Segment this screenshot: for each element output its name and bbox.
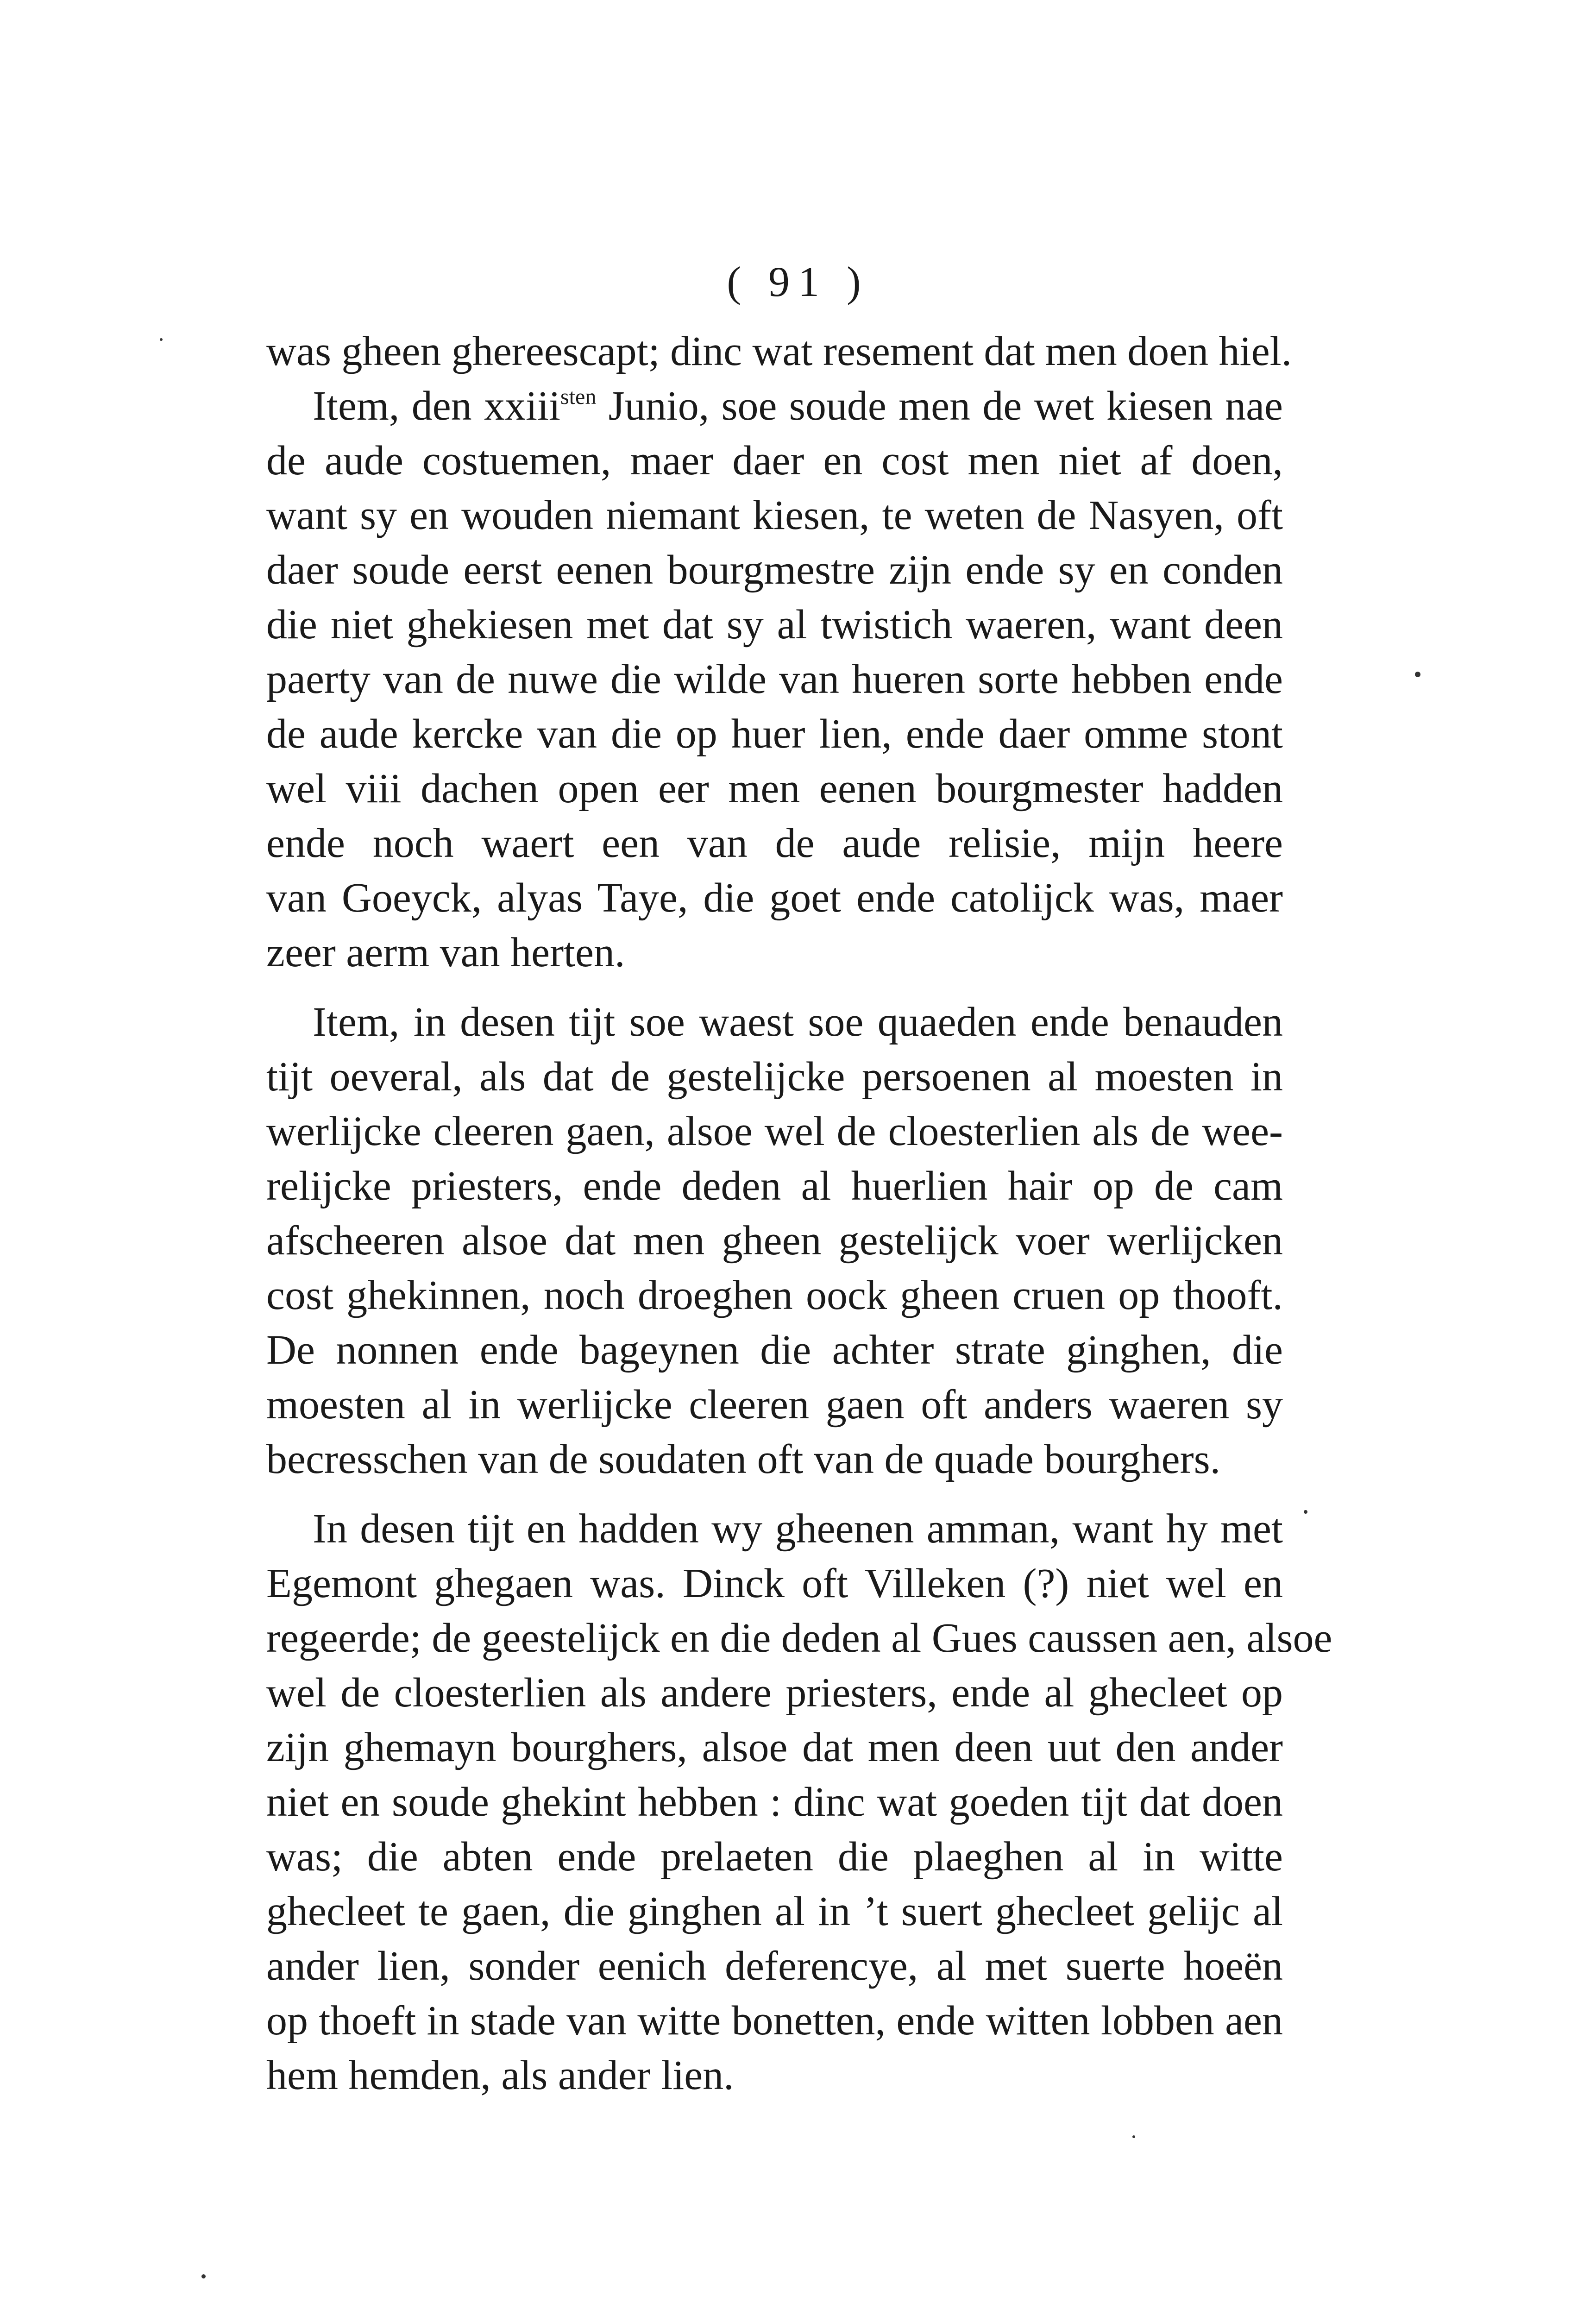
paragraph-1 (266, 324, 1292, 379)
text-line: hem hemden, als ander lien. (266, 2052, 734, 2098)
text-line (266, 379, 1283, 434)
text-line: wel viii dachen open eer men eenen bourgmester hadden (266, 766, 1283, 812)
text-line: afscheeren alsoe dat men gheen gestelijck voer werlijcken (266, 1218, 1283, 1264)
text-line: ende noch waert een van de aude relisie, mijn heere (266, 820, 1283, 866)
text-line: Egemont ghegaen was. Dinck oft Villeken (?) niet wel en (266, 1561, 1283, 1606)
print-speck (160, 338, 163, 341)
print-speck (1132, 2135, 1135, 2138)
print-speck (1304, 1510, 1307, 1514)
print-speck (1415, 672, 1420, 677)
text-line: zijn ghemayn bourghers, alsoe dat men deen uut den ander (266, 1724, 1283, 1770)
paragraph-4 (266, 1502, 1332, 2103)
text-line: relijcke priesters, ende deden al huerlien hair op de cam (266, 1163, 1283, 1209)
text-line: In desen tijt en hadden wy gheenen amman, want hy met (313, 1506, 1283, 1552)
text-line: die niet ghekiesen met dat sy al twistich waeren, want deen (266, 602, 1283, 648)
paragraph-2 (266, 379, 1283, 980)
print-speck (201, 2274, 206, 2278)
superscript: sten (560, 384, 597, 409)
page-number: ( 91 ) (727, 258, 869, 305)
text-line: de aude kercke van die op huer lien, ende daer omme stont (266, 711, 1283, 757)
text-segment: Junio, soe soude men de wet kiesen nae (596, 383, 1283, 429)
text-line: regeerde; de geestelijck en die deden al Gues caussen aen, alsoe (266, 1615, 1332, 1661)
text-line: was gheen ghereescapt; dinc wat resement dat men doen hiel. (266, 328, 1292, 374)
text-line: van Goeyck, alyas Taye, die goet ende catolijck was, maer (266, 875, 1283, 921)
text-line: op thoeft in stade van witte bonetten, ende witten lobben aen (266, 1998, 1283, 2044)
text-line: daer soude eerst eenen bourgmestre zijn ende sy en conden (266, 547, 1283, 593)
paragraph-3 (266, 995, 1283, 1487)
text-line: de aude costuemen, maer daer en cost men niet af doen, (266, 438, 1283, 484)
paragraph-gap (266, 980, 1283, 995)
text-line: zeer aerm van herten. (266, 930, 625, 975)
text-line: moesten al in werlijcke cleeren gaen oft anders waeren sy (266, 1382, 1283, 1428)
text-line: tijt oeveral, als dat de gestelijcke persoenen al moesten in (266, 1054, 1283, 1100)
text-line: ander lien, sonder eenich deferencye, al met suerte hoeën (266, 1943, 1283, 1989)
text-line: Item, in desen tijt soe waest soe quaeden ende benauden (313, 999, 1283, 1045)
text-line: De nonnen ende bageynen die achter strate ginghen, die (266, 1327, 1283, 1373)
text-line: paerty van de nuwe die wilde van hueren sorte hebben ende (266, 656, 1283, 702)
text-line: cost ghekinnen, noch droeghen oock gheen cruen op thooft. (266, 1272, 1283, 1318)
text-segment: Item, den xxiii (313, 383, 561, 429)
text-line: was; die abten ende prelaeten die plaeghen al in witte (266, 1834, 1283, 1880)
text-line: niet en soude ghekint hebben : dinc wat goeden tijt dat doen (266, 1779, 1283, 1825)
text-line: becresschen van de soudaten oft van de quade bourghers. (266, 1436, 1221, 1482)
text-line: werlijcke cleeren gaen, alsoe wel de cloesterlien als de wee- (266, 1108, 1283, 1154)
body-text (266, 324, 1332, 2103)
text-line: want sy en wouden niemant kiesen, te weten de Nasyen, oft (266, 492, 1283, 538)
text-line: ghecleet te gaen, die ginghen al in ’t suert ghecleet gelijc al (266, 1888, 1283, 1934)
text-line: wel de cloesterlien als andere priesters, ende al ghecleet op (266, 1670, 1283, 1716)
paragraph-gap (266, 1487, 1283, 1502)
